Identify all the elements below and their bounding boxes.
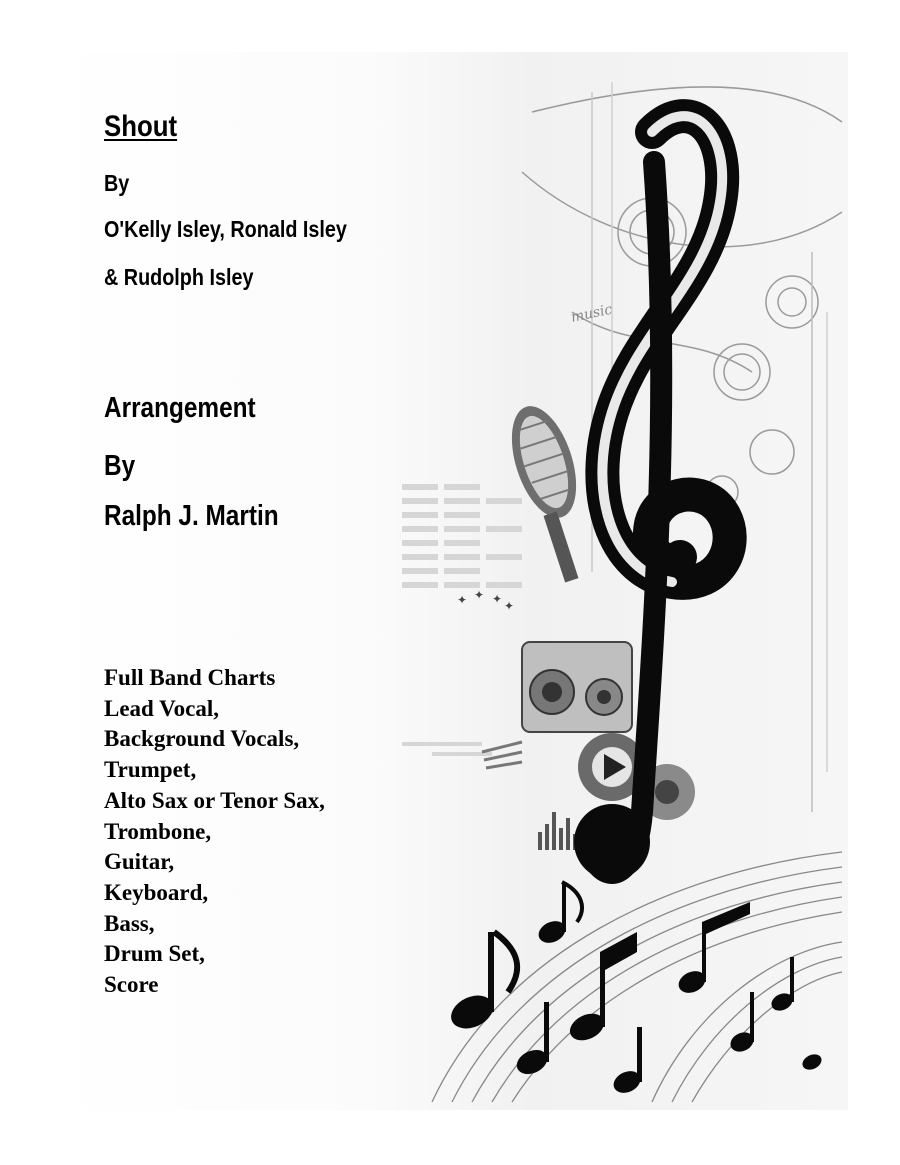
speaker-icon [482,642,695,820]
arranger-name: Ralph J. Martin [104,500,279,532]
svg-text:✦: ✦ [492,592,503,606]
music-script-label: music [569,301,614,326]
parts-list-item: Score [104,972,159,998]
arrangement-label: Arrangement [104,392,256,424]
arrangement-by-label: By [104,450,136,482]
parts-list-item: Trumpet, [104,757,197,783]
parts-list-item: Full Band Charts [104,665,276,690]
svg-text:✦: ✦ [474,588,485,602]
song-title: Shout [104,110,178,143]
parts-list-item: Keyboard, [104,879,209,905]
parts-list-item: Bass, [104,910,155,936]
parts-list-item: Guitar, [104,849,175,875]
cover-page [52,52,848,1110]
parts-list-item: Alto Sax or Tenor Sax, [104,787,325,813]
by-label: By [104,170,130,196]
music-notes-icon [432,852,842,1102]
parts-list [104,663,325,1001]
parts-list-item: Drum Set, [104,941,205,967]
svg-text:✦: ✦ [504,599,515,613]
authors-line-1: O'Kelly Isley, Ronald Isley [104,216,347,242]
stars [457,588,514,613]
parts-list-item: Background Vocals, [104,726,300,752]
parts-list-item: Trombone, [104,818,212,844]
authors-line-2: & Rudolph Isley [104,264,254,290]
parts-list-item: Lead Vocal, [104,695,220,721]
svg-text:✦: ✦ [457,593,468,607]
equalizer-bars [402,484,522,756]
